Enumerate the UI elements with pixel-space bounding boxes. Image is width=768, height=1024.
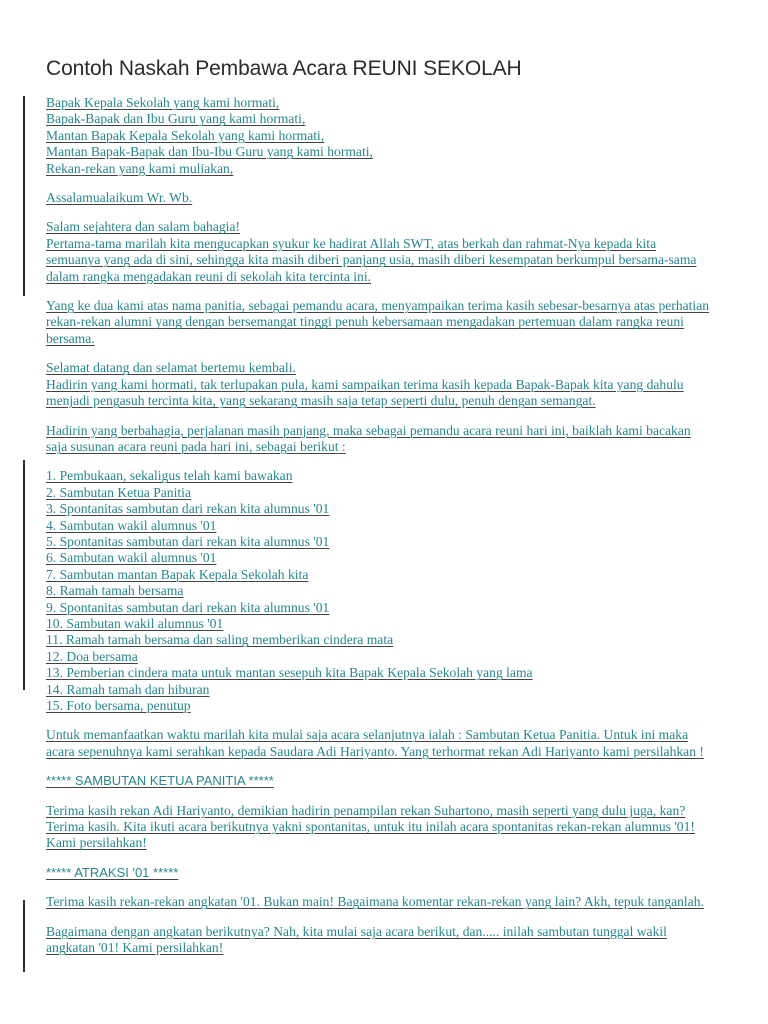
text-line: 7. Sambutan mantan Bapak Kepala Sekolah kita	[46, 566, 309, 582]
paragraph	[46, 803, 736, 852]
text-line: 15. Foto bersama, penutup	[46, 698, 191, 713]
text-line: Bapak-Bapak dan Ibu Guru yang kami hormati,	[46, 111, 306, 127]
text-line: 2. Sambutan Ketua Panitia	[46, 484, 191, 500]
text-line: semuanya yang ada di sini, sehingga kita masih diberi panjang usia, masih diberi kesempatan berkumpul bersama-sama	[46, 252, 697, 268]
text-line: Untuk memanfaatkan waktu marilah kita mulai saja acara selanjutnya ialah : Sambutan Ketua Panitia. Untuk ini maka	[46, 727, 689, 743]
text-line: 4. Sambutan wakil alumnus '01	[46, 517, 217, 533]
text-line: 3. Spontanitas sambutan dari rekan kita alumnus '01	[46, 501, 330, 517]
section-heading: ***** SAMBUTAN KETUA PANITIA *****	[46, 773, 274, 789]
text-line: angkatan '01! Kami persilahkan!	[46, 940, 224, 956]
text-line: 8. Ramah tamah bersama	[46, 583, 184, 599]
text-line: rekan-rekan alumni yang dengan bersemangat tinggi penuh kebersamaan mengadakan pertemuan dalam rangka reuni	[46, 314, 684, 330]
text-line: menjadi pengasuh tercinta kita, yang sekarang masih saja tetap seperti dulu, penuh dengan semangat.	[46, 393, 596, 409]
text-line: Kami persilahkan!	[46, 835, 147, 851]
text-line: 14. Ramah tamah dan hiburan	[46, 681, 210, 697]
text-line: Mantan Bapak Kepala Sekolah yang kami hormati,	[46, 127, 325, 143]
text-line: 11. Ramah tamah bersama dan saling memberikan cindera mata	[46, 632, 394, 648]
paragraph	[46, 95, 736, 177]
text-line: Salam sejahtera dan salam bahagia!	[46, 219, 241, 235]
text-line: 12. Doa bersama	[46, 648, 138, 664]
paragraph	[46, 360, 736, 409]
paragraph	[46, 894, 736, 910]
margin-bar	[23, 460, 25, 690]
paragraph	[46, 190, 736, 206]
paragraph	[46, 924, 736, 957]
text-line: Terima kasih rekan Adi Hariyanto, demikian hadirin penampilan rekan Suhartono, masih seperti yang dulu juga, kan?	[46, 802, 686, 818]
document-title: Contoh Naskah Pembawa Acara REUNI SEKOLAH	[46, 57, 522, 80]
text-line: bersama.	[46, 330, 95, 346]
text-line: Mantan Bapak-Bapak dan Ibu-Ibu Guru yang kami hormati,	[46, 144, 373, 160]
text-line: Bapak Kepala Sekolah yang kami hormati,	[46, 95, 280, 110]
text-line: dalam rangka mengadakan reuni di sekolah kita tercinta ini.	[46, 268, 371, 284]
text-line: Assalamualaikum Wr. Wb.	[46, 190, 193, 206]
text-line: Terima kasih. Kita ikuti acara berikutnya yakni spontanitas, untuk itu inilah acara spontanitas rekan-rekan alumnus '01!	[46, 819, 695, 835]
paragraph	[46, 865, 736, 881]
text-line: Terima kasih rekan-rekan angkatan '01. Bukan main! Bagaimana komentar rekan-rekan yang lain? Akh, tepuk tanganlah.	[46, 894, 704, 910]
text-line: Hadirin yang berbahagia, perjalanan masih panjang, maka sebagai pemandu acara reuni hari ini, baiklah kami bacakan	[46, 422, 691, 438]
text-line: Hadirin yang kami hormati, tak terlupakan pula, kami sampaikan terima kasih kepada Bapak-Bapak kita yang dahulu	[46, 376, 684, 392]
text-line: Selamat datang dan selamat bertemu kembali.	[46, 360, 296, 376]
text-line: 10. Sambutan wakil alumnus '01	[46, 615, 224, 631]
paragraph	[46, 298, 736, 347]
margin-bar	[23, 96, 25, 296]
document-body	[46, 95, 736, 969]
text-line: saja susunan acara reuni pada hari ini, sebagai berikut :	[46, 438, 346, 454]
section-heading: ***** ATRAKSI '01 *****	[46, 864, 179, 880]
text-line: acara sepenuhnya kami serahkan kepada Saudara Adi Hariyanto. Yang terhormat rekan Adi Hariyanto kami persilahkan !	[46, 743, 704, 759]
text-line: Pertama-tama marilah kita mengucapkan syukur ke hadirat Allah SWT, atas berkah dan rahmat-Nya kepada kita	[46, 235, 657, 251]
margin-bar	[23, 900, 25, 972]
text-line: 5. Spontanitas sambutan dari rekan kita alumnus '01	[46, 533, 330, 549]
paragraph	[46, 219, 736, 285]
text-line: Rekan-rekan yang kami muliakan,	[46, 160, 234, 176]
paragraph	[46, 773, 736, 789]
paragraph	[46, 727, 736, 760]
text-line: 9. Spontanitas sambutan dari rekan kita alumnus '01	[46, 599, 330, 615]
text-line: 13. Pemberian cindera mata untuk mantan sesepuh kita Bapak Kepala Sekolah yang lama	[46, 665, 533, 681]
text-line: Bagaimana dengan angkatan berikutnya? Nah, kita mulai saja acara berikut, dan..... inilah sambutan tunggal wakil	[46, 923, 667, 939]
text-line: 6. Sambutan wakil alumnus '01	[46, 550, 217, 566]
paragraph	[46, 423, 736, 456]
paragraph	[46, 468, 736, 714]
text-line: 1. Pembukaan, sekaligus telah kami bawakan	[46, 468, 293, 484]
text-line: Yang ke dua kami atas nama panitia, sebagai pemandu acara, menyampaikan terima kasih sebesar-besarnya atas perhatian	[46, 298, 710, 314]
